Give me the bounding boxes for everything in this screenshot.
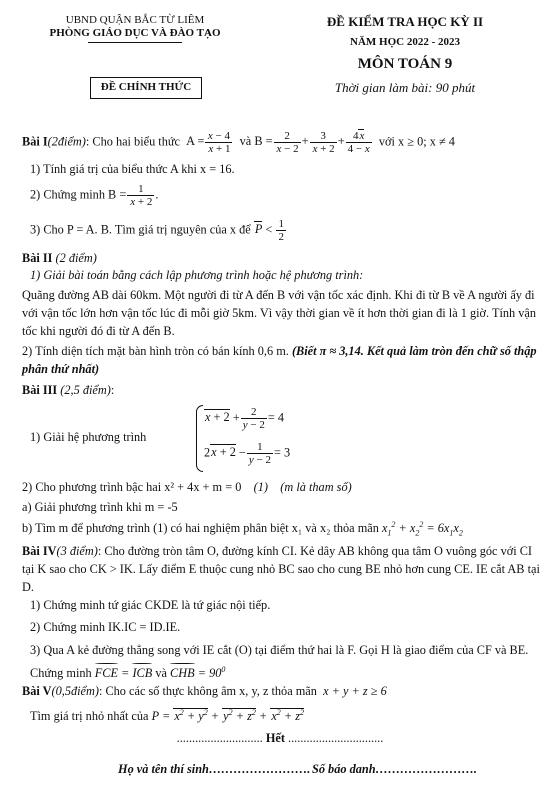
bai4-q3-text: 3) Qua A kẻ đường thẳng song với IE cắt (O) tại điểm thứ hai là F. Gọi H là giao điểm của CF và BE. Chứng minh: [30, 643, 529, 681]
bai5-heading: Bài V: [22, 684, 52, 698]
candidate-number: Số báo danh…………………….: [312, 762, 478, 776]
bai1-line1: [22, 130, 455, 155]
department-name: PHÒNG GIÁO DỤC VÀ ĐÀO TẠO: [49, 27, 221, 39]
bai2-heading: Bài II: [22, 251, 53, 265]
bai1-condition: với x ≥ 0; x ≠ 4: [378, 134, 455, 149]
end-dots-right: ...............................: [288, 731, 384, 745]
end-label: Hết: [265, 731, 285, 745]
bai4-q2: 2) Chứng minh IK.IC = ID.IE.: [30, 620, 181, 634]
bai2-q1-title: 1) Giải bài toán bằng cách lập phương trình hoặc hệ phương trình:: [30, 268, 364, 282]
bai3-q2-text: 2) Cho phương trình bậc hai x² + 4x + m = 0: [22, 480, 242, 494]
bai2-q1-body: Quãng đường AB dài 60km. Một người đi từ A đến B với vận tốc xác định. Khi đi từ B về A người ấy đi với vận tốc lớn hơn vận tốc lúc đi mỗi giờ 5km. Vì vậy thời gian về ít hơn thời gian đi là 1 giờ. Tính vận tốc khi người đó đi từ A đến B.: [22, 288, 537, 338]
bai5-condition: x + y + z ≥ 6: [323, 684, 387, 698]
bai2-q2-note: (Biết π ≈ 3,14. Kết quả làm tròn đến chữ số thập phân thứ nhất): [22, 344, 537, 376]
bai4-intro: : Cho đường tròn tâm O, đường kính CI. Kẻ dây AB không qua tâm O vuông góc với CI tại K sao cho CK > IK. Lấy điểm E thuộc cung nhỏ BC sao cho cung BE nhỏ hơn cung CE. IE cắt AB tại D.: [22, 544, 540, 594]
expr-B: và B = $\frac{2}{x - 2}$ + $\frac{3}{x + 2}$ + $\frac{4x}{4 - x}$: [236, 130, 370, 155]
bai3-q1-label: 1) Giải hệ phương trình: [30, 430, 147, 444]
system-eq2: 2x + 2 − $\frac{1}{y - 2}$ = 3: [204, 441, 291, 466]
bai3-heading: Bài III: [22, 383, 58, 397]
district-name: UBND QUẬN BẮC TỪ LIÊM: [65, 14, 205, 26]
bai4-points: (3 điểm): [56, 544, 98, 558]
bai2-q2-text: 2) Tính diện tích mặt bàn hình tròn có bán kính 0,6 m.: [22, 344, 289, 358]
bai4-heading: Bài IV: [22, 544, 57, 558]
bai3-q2: [22, 480, 352, 495]
bai3-qa: a) Giải phương trình khi m = -5: [22, 500, 178, 514]
official-label: ĐỀ CHÍNH THỨC: [100, 81, 192, 93]
bai4-q3-and: và: [155, 666, 167, 681]
bai3-qb-text: b) Tìm m để phương trình (1) có hai nghiệm phân biệt x₁ và x₂ thỏa mãn: [22, 521, 379, 536]
expr-A: A = $\frac{x - 4}{x + 1}$: [183, 130, 231, 155]
bai2-points: (2 điểm): [55, 251, 97, 265]
bai1-heading: Bài I: [22, 134, 48, 149]
bai5-q-text: Tìm giá trị nhỏ nhất của: [30, 709, 149, 724]
end-marker: [120, 731, 440, 746]
bai1-q3: 3) Cho P = A. B. Tìm giá trị nguyên của x để P < $\frac{1}{2}$: [30, 218, 284, 243]
bai1-q1: 1) Tính giá trị của biểu thức A khi x = 16.: [30, 162, 235, 176]
bai5-intro: : Cho các số thực không âm x, y, z thỏa mãn: [98, 684, 317, 698]
bai1-q2: 2) Chứng minh B = $\frac{1}{x + 2}$ .: [30, 183, 159, 208]
bai4-intro-block: [22, 542, 542, 596]
subject-title: MÔN TOÁN 9: [357, 56, 453, 72]
bai5-points: (0,5điểm): [51, 684, 99, 698]
bai1-q3-text: 3) Cho P = A. B. Tìm giá trị nguyên của x để: [30, 222, 251, 237]
system-brace: [196, 405, 203, 472]
end-dots-left: ............................: [176, 731, 263, 745]
bai1-points: (2điểm): [47, 134, 86, 149]
bai2-heading-line: [22, 251, 97, 266]
angle-CHB: CHB = $90^0$: [170, 665, 226, 681]
bai3-q2-param: (m là tham số): [280, 480, 352, 494]
bai3-heading-line: Bài III (2,5 điểm):: [22, 383, 115, 397]
bai1-q2-text: 2) Chứng minh: [30, 187, 105, 202]
bai5-expression: $P = x^2 + y^2 + y^2 + z^2 + x^2 + z^2$: [151, 708, 305, 724]
bai5-q: [30, 708, 304, 724]
candidate-name: Họ và tên thí sinh…………………….: [118, 762, 311, 776]
system-eq1: x + 2 + $\frac{2}{y - 2}$ = 4: [205, 406, 284, 431]
bai5-intro-line: [22, 684, 387, 699]
header-underline-left: [88, 42, 182, 43]
bai4-q3: [30, 640, 540, 683]
school-year: NĂM HỌC 2022 - 2023: [350, 36, 460, 48]
bai3-points: (2,5 điểm): [60, 383, 111, 397]
time-allowed: Thời gian làm bài: 90 phút: [334, 80, 476, 95]
bai1-intro: : Cho hai biểu thức: [85, 134, 180, 149]
bai3-qb-condition: $x_1^2 + x_2^2 = 6x_1x_2$: [381, 520, 463, 538]
bai2-q2: [22, 342, 540, 378]
bai3-q2-tag: (1): [253, 480, 268, 494]
exam-title: ĐỀ KIỂM TRA HỌC KỲ II: [326, 14, 484, 29]
bai4-q1: 1) Chứng minh tứ giác CKDE là tứ giác nội tiếp.: [30, 598, 271, 612]
bai3-qb: [22, 520, 463, 538]
angle-FCE-ICB: FCE = ICB: [95, 666, 153, 680]
